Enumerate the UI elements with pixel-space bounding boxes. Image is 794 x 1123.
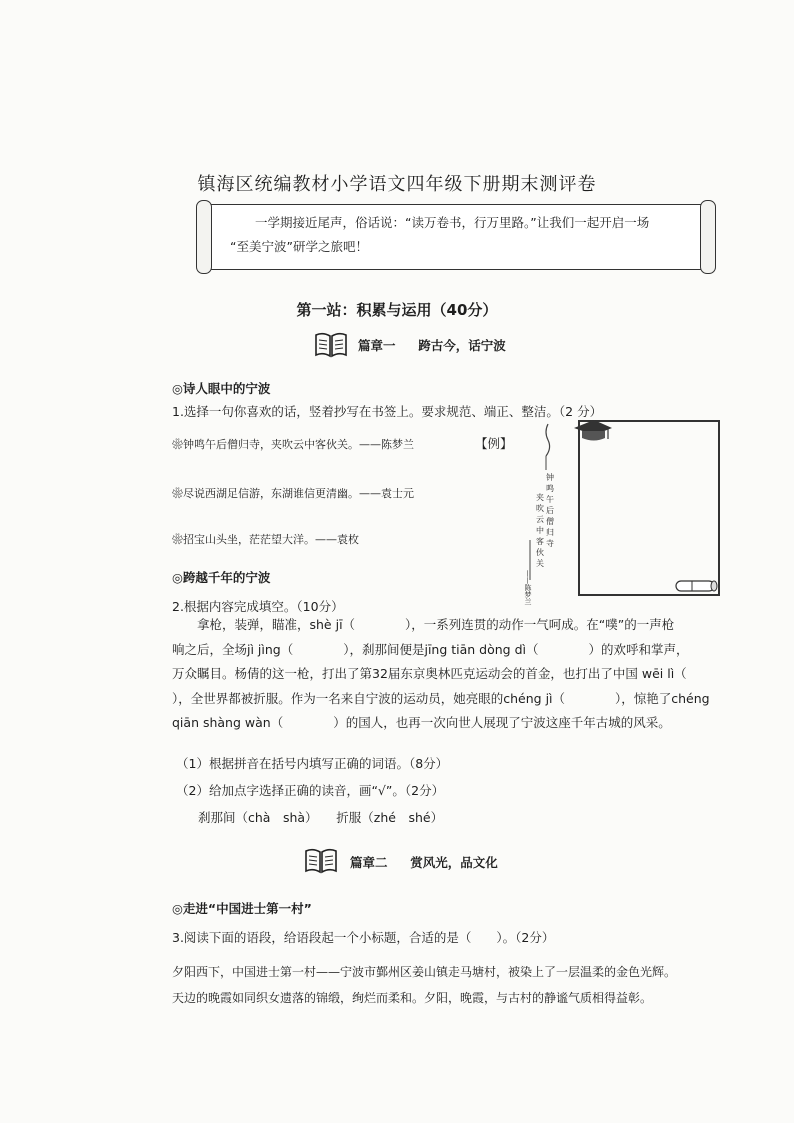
passage-2-line: 拿枪，装弹，瞄准，shè jī（ ），一系列连贯的动作一气呵成。在“噗”的一声枪: [197, 617, 675, 632]
passage-2-line: 万众瞩目。杨倩的这一枪，打出了第32届东京奥林匹克运动会的首金，也打出了中国 wēi lì（: [172, 666, 687, 681]
bookmark-char: 中: [536, 526, 544, 535]
bookmark-char: 寺: [546, 539, 554, 548]
quote-1: ❀钟鸣午后僧归寺，夹吹云中客伙关。——陈梦兰: [172, 438, 414, 451]
question-2-1: （1）根据拼音在括号内填写正确的词语。（8分）: [176, 756, 449, 771]
passage-3-line: 夕阳西下，中国进士第一村——宁波市鄞州区姜山镇走马塘村，被染上了一层温柔的金色光辉。: [172, 965, 677, 979]
bookmark-char: 后: [546, 506, 554, 515]
bookmark-char: 客: [536, 537, 544, 546]
question-2-2-options: 刹那间（chà shà） 折服（zhé shé）: [198, 810, 444, 825]
subheading-village: ◎走进“中国进士第一村”: [172, 901, 312, 916]
passage-2-line: qiān shàng wàn（ ）的国人，也再一次向世人展现了宁波这座千年古城的风采。: [172, 715, 671, 730]
chapter2-heading: [350, 853, 498, 871]
question-2: 2.根据内容完成填空。（10分）: [172, 599, 344, 614]
scroll-body: [208, 204, 704, 270]
passage-3: [172, 959, 752, 1011]
bookmark-char: 午: [546, 495, 554, 504]
chapter1-label: 篇章一: [358, 338, 396, 353]
bookmark-char: 吹: [536, 504, 544, 513]
intro-line-2: “至美宁波”研学之旅吧！: [230, 239, 368, 254]
bookmark-char: 归: [546, 528, 554, 537]
scroll-roll-right: [700, 200, 716, 274]
chapter1-book-icon: [314, 331, 348, 363]
section-title: 第一站：积累与运用（40分）: [296, 301, 498, 319]
bookmark-char: 关: [536, 559, 544, 568]
example-label: 【例】: [475, 436, 513, 451]
passage-3-line: 天边的晚霞如同织女遗落的锦缎，绚烂而柔和。夕阳，晚霞，与古村的静谧气质相得益彰。: [172, 991, 653, 1005]
question-1: 1.选择一句你喜欢的话，竖着抄写在书签上。要求规范、端正、整洁。（2 分）: [172, 404, 603, 419]
bookmark-author: ——陈梦兰: [524, 570, 532, 605]
intro-line-1: 一学期接近尾声，俗话说：“读万卷书，行万里路。”让我们一起开启一场: [255, 215, 650, 230]
chapter1-subtitle: 跨古今，话宁波: [418, 338, 506, 353]
passage-2-line: 响之后，全场jì jìng（ ），刹那间便是jīng tiān dòng dì（ ）的欢呼和掌声，: [172, 641, 689, 657]
chapter2-subtitle: 赏风光，品文化: [410, 855, 498, 870]
quote-2: ❀尽说西湖足信游，东湖谁信更清幽。——袁士元: [172, 487, 414, 500]
chapter1-heading: [358, 336, 506, 354]
question-2-2: （2）给加点字选择正确的读音，画“√”。（2分）: [176, 783, 445, 798]
passage-2-line: ），全世界都被折服。作为一名来自宁波的运动员，她亮眼的chéng jì（ ），惊艳了chéng: [172, 690, 710, 706]
bookmark-vertical-text-2: [536, 492, 546, 569]
chapter2-label: 篇章二: [350, 855, 388, 870]
passage-2: [172, 613, 724, 736]
bookmark-char: 夹: [536, 493, 544, 502]
graduation-cap-icon: [572, 418, 614, 442]
bookmark-char: 鸣: [546, 484, 554, 493]
bookmark-char: 伙: [536, 548, 544, 557]
exam-title: 镇海区统编教材小学语文四年级下册期末测评卷: [197, 174, 597, 195]
bookmark-char: 钟: [546, 473, 554, 482]
subheading-poets: ◎诗人眼中的宁波: [172, 381, 271, 396]
intro-scroll: [196, 204, 716, 270]
scroll-roll-left: [196, 200, 212, 274]
question-3: 3.阅读下面的语段，给语段起一个小标题，合适的是（ ）。（2分）: [172, 930, 555, 945]
quote-3: ❀招宝山头坐，茫茫望大洋。——袁枚: [172, 533, 359, 546]
blank-bookmark-card[interactable]: [578, 420, 720, 596]
subheading-millennium: ◎跨越千年的宁波: [172, 570, 271, 585]
bookmark-char: 云: [536, 515, 544, 524]
example-bookmark: [524, 420, 566, 610]
rolled-paper-icon: [672, 576, 722, 596]
chapter2-book-icon: [304, 847, 338, 879]
intro-text: [230, 211, 682, 259]
bookmark-vertical-text: [546, 472, 556, 549]
bookmark-char: 僧: [546, 517, 554, 526]
